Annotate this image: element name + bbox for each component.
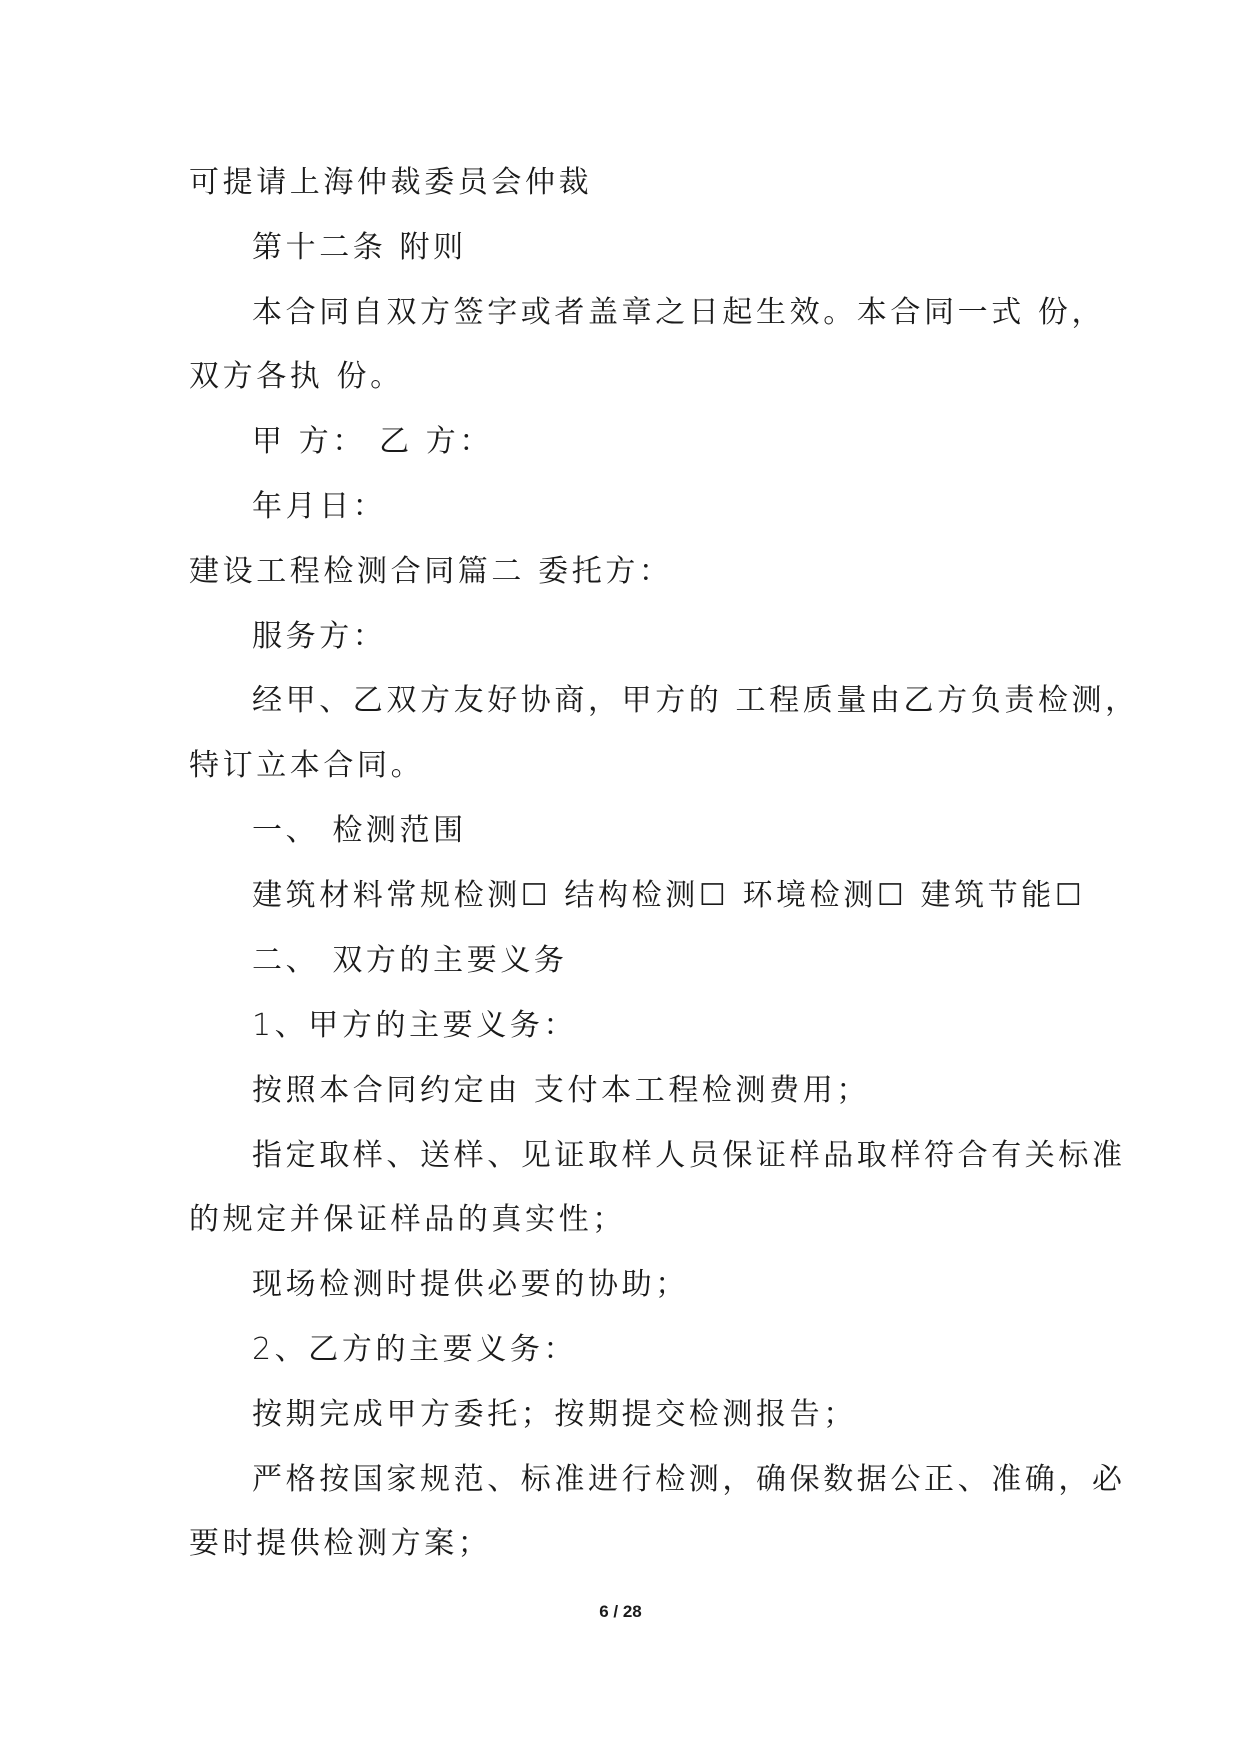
text-line: 指定取样、送样、见证取样人员保证样品取样符合有关标准 [252, 1138, 1126, 1173]
text-line: 经甲、乙双方友好协商，甲方的 工程质量由乙方负责检测， [252, 683, 1139, 718]
text-line: 2、乙方的主要义务： [252, 1332, 578, 1367]
page-number: 6 / 28 [599, 1602, 642, 1621]
section-heading: 二、 双方的主要义务 [252, 943, 568, 978]
text-line: 按照本合同约定由 支付本工程检测费用； [252, 1073, 870, 1108]
text-line: 的规定并保证样品的真实性； [189, 1202, 626, 1237]
section-heading: 第十二条 附则 [252, 230, 467, 265]
section-heading: 一、 检测范围 [252, 813, 467, 848]
text-line: 现场检测时提供必要的协助； [252, 1267, 689, 1302]
text-line: 要时提供检测方案； [189, 1526, 492, 1561]
text-line: 建筑材料常规检测☐ 结构检测☐ 环境检测☐ 建筑节能☐ [252, 878, 1086, 913]
text-line: 本合同自双方签字或者盖章之日起生效。本合同一式 份， [252, 295, 1106, 330]
text-line: 1、甲方的主要义务： [252, 1008, 578, 1043]
text-line: 服务方： [252, 619, 387, 654]
text-line: 双方各执 份。 [189, 359, 404, 394]
document-title: 建设工程检测合同篇二 委托方： [189, 554, 673, 589]
text-line: 按期完成甲方委托；按期提交检测报告； [252, 1397, 857, 1432]
text-line: 严格按国家规范、标准进行检测，确保数据公正、准确，必 [252, 1462, 1126, 1497]
text-line: 甲 方： 乙 方： [252, 424, 494, 459]
text-line: 年月日： [252, 489, 387, 524]
text-line: 特订立本合同。 [189, 748, 425, 783]
text-line: 可提请上海仲裁委员会仲裁 [189, 165, 593, 200]
